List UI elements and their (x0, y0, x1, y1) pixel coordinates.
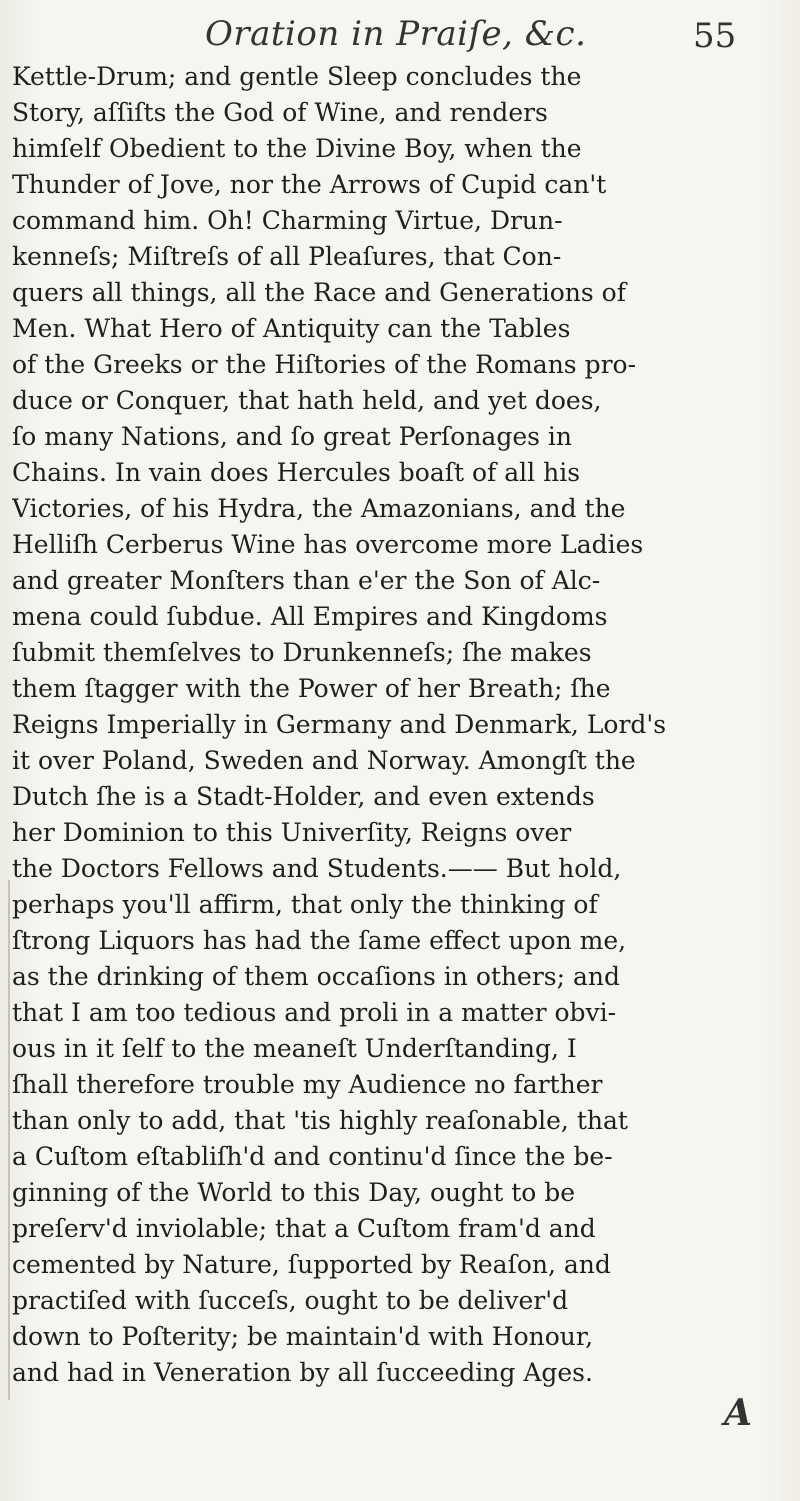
text-line: command him. Oh! Charming Virtue, Drun- (12, 206, 563, 235)
text-line: a Cuſtom eſtabliſh'd and continu'd ſince the be- (12, 1142, 613, 1171)
text-line: Story, aſſiſts the God of Wine, and renders (12, 98, 548, 127)
text-line: as the drinking of them occaſions in others; and (12, 962, 620, 991)
text-line: it over Poland, Sweden and Norway. Amongſt the (12, 746, 636, 775)
text-line: practiſed with ſucceſs, ought to be deliver'd (12, 1286, 569, 1315)
text-line: preſerv'd inviolable; that a Cuſtom fram'd and (12, 1214, 596, 1243)
text-line: ſo many Nations, and ſo great Perſonages in (12, 422, 573, 451)
text-line: ſubmit themſelves to Drunkenneſs; ſhe makes (12, 638, 592, 667)
text-line: ginning of the World to this Day, ought to be (12, 1178, 576, 1207)
text-line: ſhall therefore trouble my Audience no farther (12, 1070, 603, 1099)
text-line: perhaps you'll affirm, that only the thinking of (12, 890, 598, 919)
text-line: ſtrong Liquors has had the ſame effect upon me, (12, 926, 627, 955)
text-line: of the Greeks or the Hiſtories of the Romans pro- (12, 350, 637, 379)
text-line: her Dominion to this Univerſity, Reigns over (12, 818, 572, 847)
text-line: Helliſh Cerberus Wine has overcome more Ladies (12, 530, 644, 559)
text-line: Dutch ſhe is a Stadt-Holder, and even extends (12, 782, 595, 811)
text-line: than only to add, that 'tis highly reaſonable, that (12, 1106, 628, 1135)
catchword: A (724, 1392, 752, 1434)
text-line: duce or Conquer, that hath held, and yet does, (12, 386, 602, 415)
text-line: and greater Monſters than e'er the Son of Alc- (12, 566, 601, 595)
text-line: himſelf Obedient to the Divine Boy, when the (12, 134, 582, 163)
text-line: Victories, of his Hydra, the Amazonians, and the (12, 494, 626, 523)
text-line: them ſtagger with the Power of her Breath; ſhe (12, 674, 611, 703)
page-header (0, 6, 800, 66)
text-line: ous in it ſelf to the meaneſt Underſtanding, I (12, 1034, 577, 1063)
text-line: cemented by Nature, ſupported by Reaſon, and (12, 1250, 611, 1279)
text-line: the Doctors Fellows and Students.—— But hold, (12, 854, 622, 883)
text-line: down to Poſterity; be maintain'd with Honour, (12, 1322, 594, 1351)
text-line: Chains. In vain does Hercules boaſt of all his (12, 458, 581, 487)
text-line: Thunder of Jove, nor the Arrows of Cupid can't (12, 170, 607, 199)
text-line: quers all things, all the Race and Generations of (12, 278, 626, 307)
text-line: mena could ſubdue. All Empires and Kingdoms (12, 602, 608, 631)
margin-shadow (8, 880, 10, 1400)
text-line: that I am too tedious and proli in a matter obvi- (12, 998, 617, 1027)
text-line: Men. What Hero of Antiquity can the Tables (12, 314, 571, 343)
text-line: and had in Veneration by all ſucceeding Ages. (12, 1358, 593, 1387)
page-number: 55 (693, 16, 737, 56)
text-line: kenneſs; Miſtreſs of all Pleaſures, that Con- (12, 242, 562, 271)
running-head: Oration in Praiſe, &c. (205, 14, 587, 54)
text-line: Reigns Imperially in Germany and Denmark, Lord's (12, 710, 667, 739)
text-line: Kettle-Drum; and gentle Sleep concludes the (12, 62, 582, 91)
